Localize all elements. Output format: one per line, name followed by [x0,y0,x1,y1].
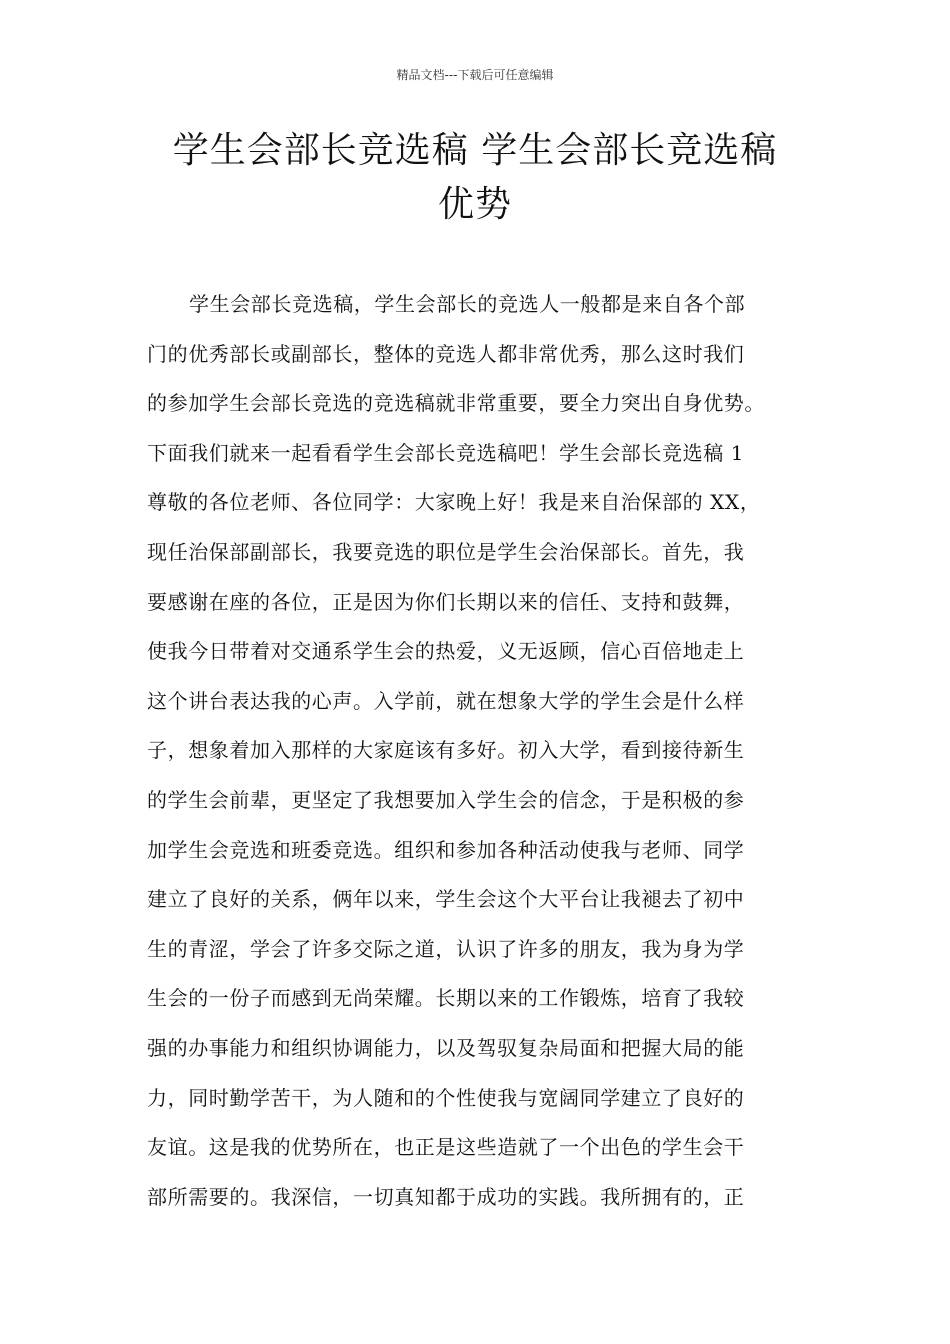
body-line: 这个讲台表达我的心声。入学前，就在想象大学的学生会是什么样 [147,688,745,713]
body-line: 子，想象着加入那样的大家庭该有多好。初入大学，看到接待新生 [147,738,745,763]
body-line: 生的青涩，学会了许多交际之道，认识了许多的朋友，我为身为学 [147,936,745,961]
body-line: 的学生会前辈，更坚定了我想要加入学生会的信念，于是积极的参 [147,787,745,812]
header-note: 精品文档---下载后可任意编辑 [396,68,554,82]
body-line: 学生会部长竞选稿，学生会部长的竞选人一般都是来自各个部 [189,292,746,316]
body-line: 下面我们就来一起看看学生会部长竞选稿吧！学生会部长竞选稿 1 [147,440,745,465]
body-line: 现任治保部副部长，我要竞选的职位是学生会治保部长。首先，我 [147,539,745,564]
body-line: 建立了良好的关系，俩年以来，学生会这个大平台让我褪去了初中 [147,887,745,912]
body-line: 门的优秀部长或副部长，整体的竞选人都非常优秀，那么这时我们 [147,341,745,366]
body-text [147,280,837,1222]
title-line-2: 优势 [437,184,512,225]
body-line: 的参加学生会部长竞选的竞选稿就非常重要，要全力突出自身优势。 [147,391,765,416]
body-line: 要感谢在座的各位，正是因为你们长期以来的信任、支持和鼓舞， [147,589,745,614]
title-line-1: 学生会部长竞选稿 学生会部长竞选稿 [172,130,778,171]
body-line: 友谊。这是我的优势所在，也正是这些造就了一个出色的学生会干 [147,1135,745,1160]
body-line: 加学生会竞选和班委竞选。组织和参加各种活动使我与老师、同学 [147,837,745,862]
body-line: 使我今日带着对交通系学生会的热爱，义无返顾，信心百倍地走上 [147,639,745,664]
document-title [0,124,950,232]
body-line: 力，同时勤学苦干，为人随和的个性使我与宽阔同学建立了良好的 [147,1085,745,1110]
body-line: 部所需要的。我深信，一切真知都于成功的实践。我所拥有的，正 [147,1184,745,1209]
body-line: 尊敬的各位老师、各位同学：大家晚上好！我是来自治保部的 XX， [147,490,761,515]
body-line: 强的办事能力和组织协调能力，以及驾驭复杂局面和把握大局的能 [147,1035,745,1060]
body-line: 生会的一份子而感到无尚荣耀。长期以来的工作锻炼，培育了我较 [147,986,745,1011]
